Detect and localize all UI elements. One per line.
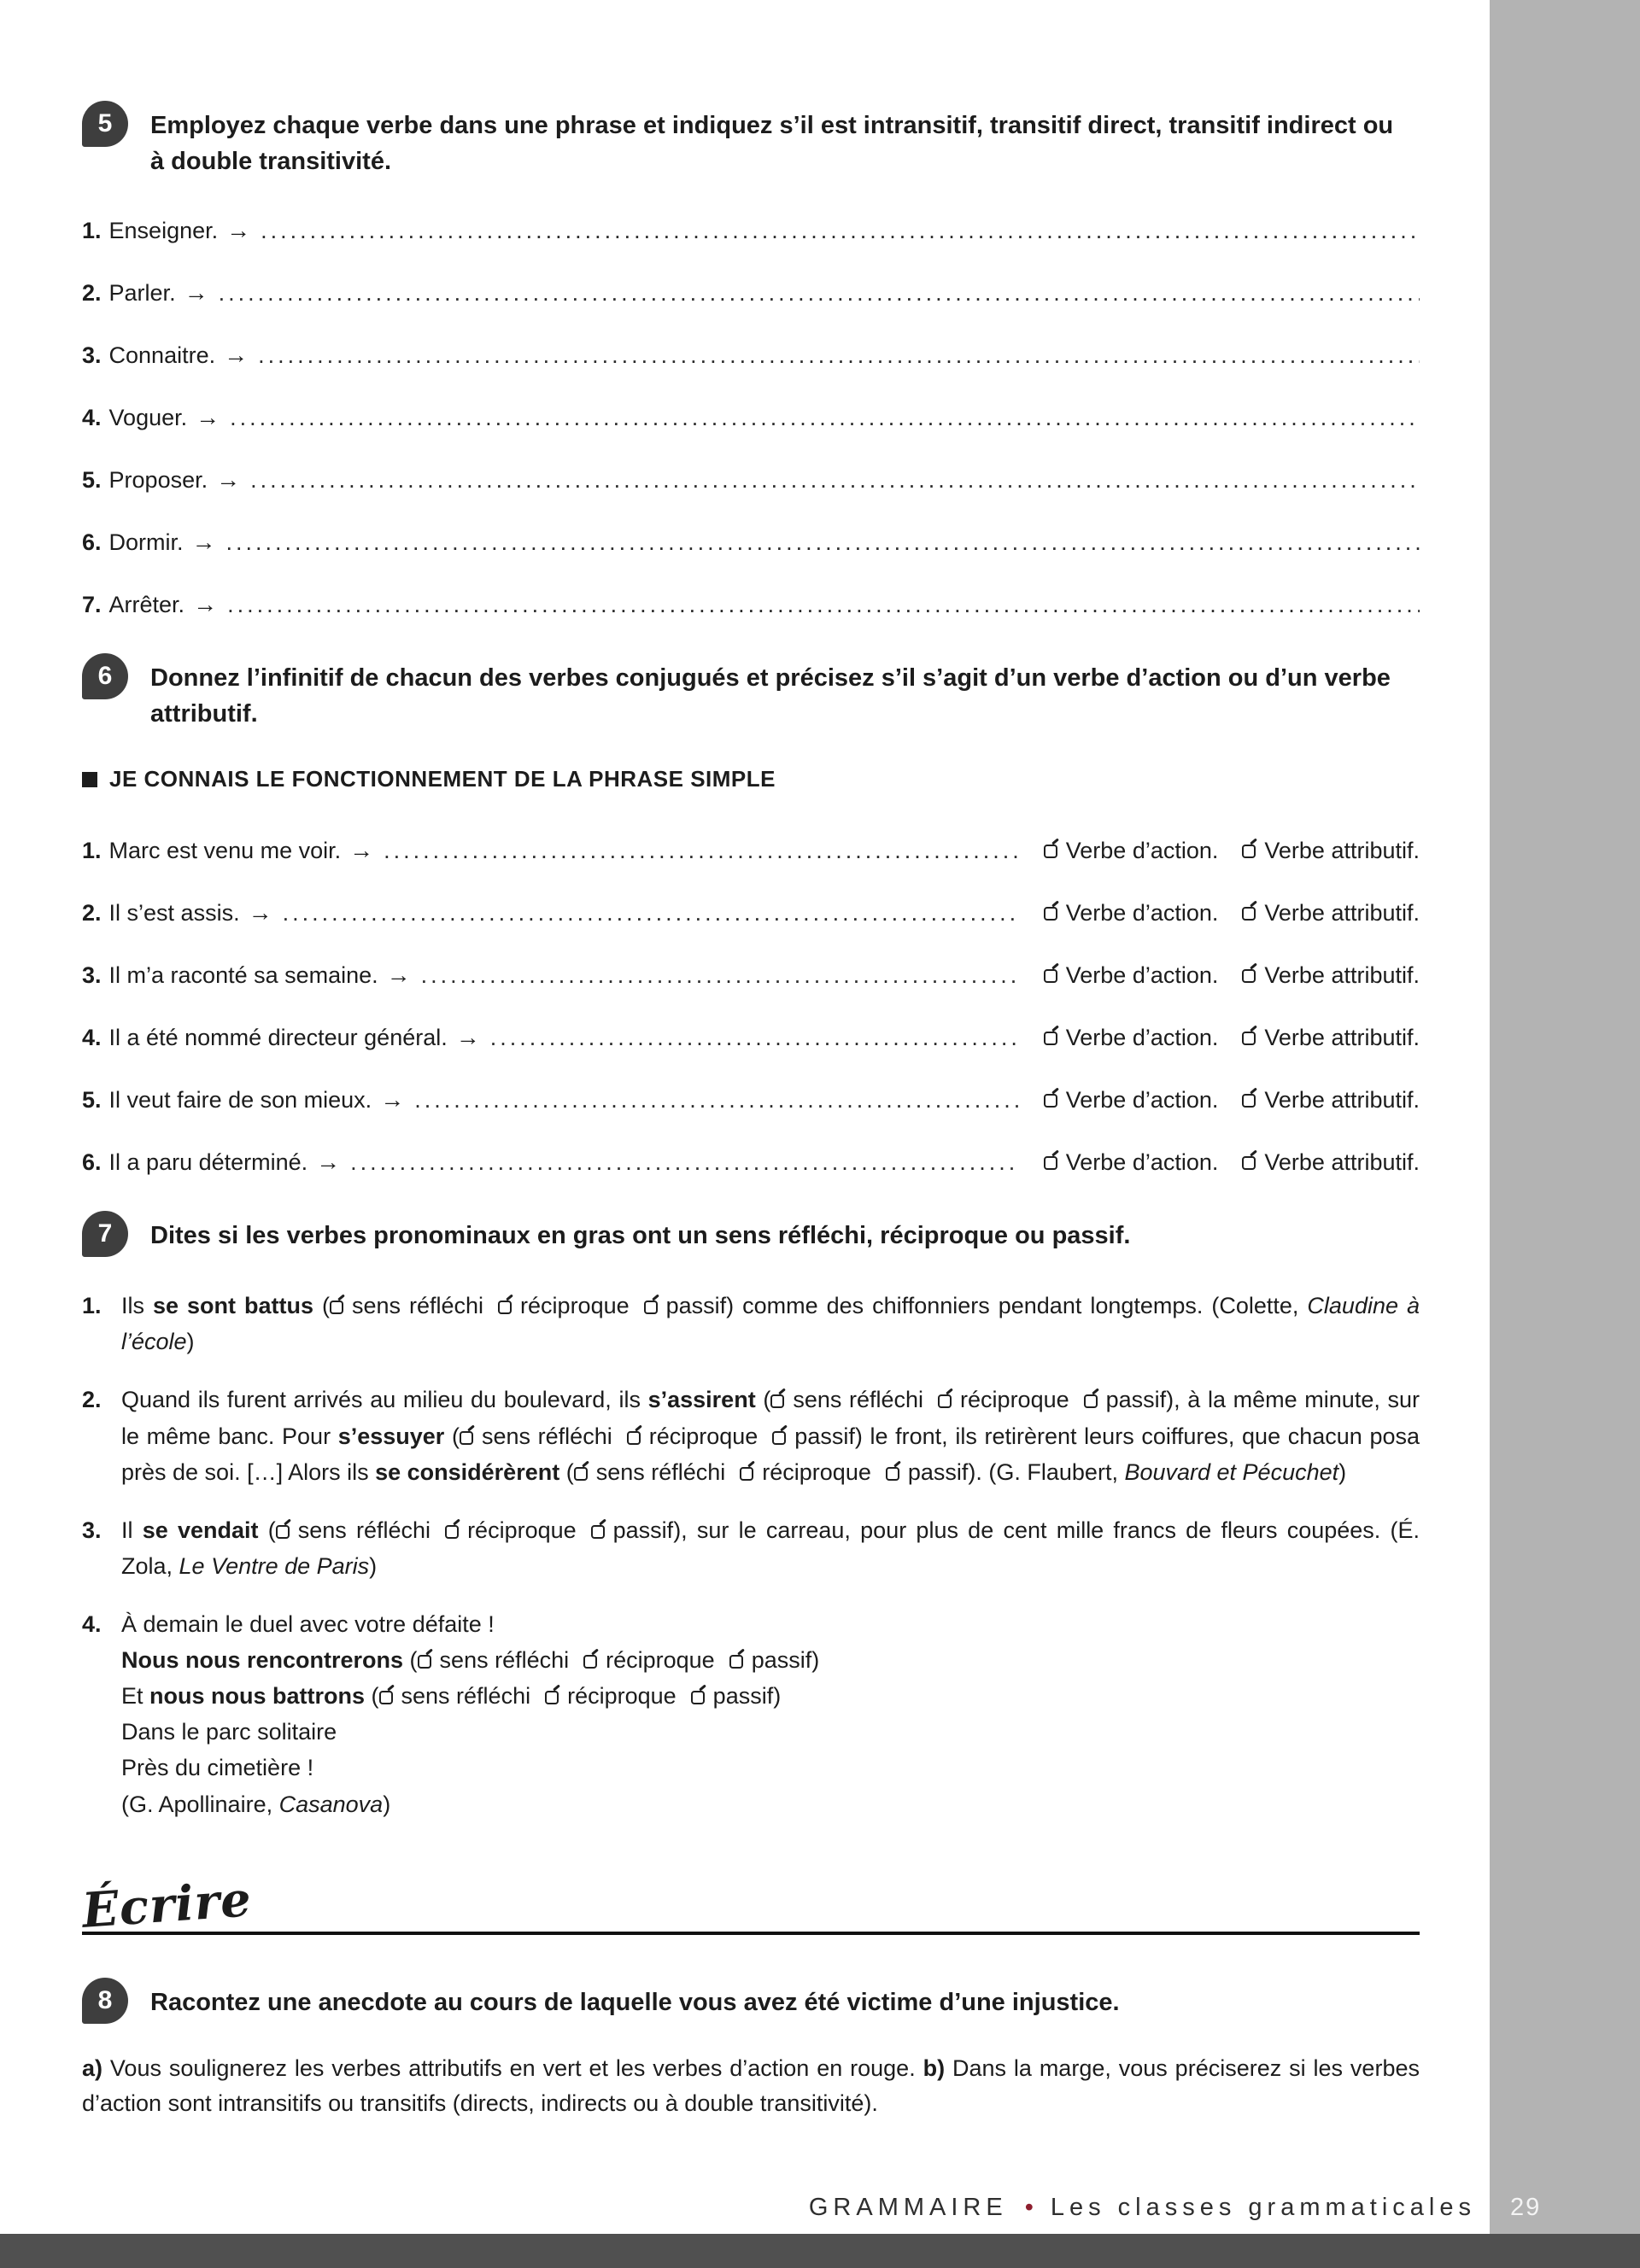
item-text: Il a paru déterminé.: [108, 1149, 308, 1176]
option-label: sens réfléchi: [595, 1458, 726, 1485]
paren-open: (: [444, 1423, 460, 1449]
item-number: 2.: [82, 1387, 102, 1413]
checkbox-options: [379, 1683, 774, 1709]
option-verbe-attributif: [1242, 962, 1420, 989]
subheading-text: JE CONNAIS LE FONCTIONNEMENT DE LA PHRASE SIMPLE: [109, 766, 776, 792]
dotted-answer-line: [283, 900, 1020, 926]
answer-options: [1044, 1025, 1420, 1051]
arrow-icon: →: [193, 591, 218, 618]
bold-verb: se considérèrent: [375, 1458, 560, 1485]
instruction-b-label: b): [922, 2055, 946, 2081]
option-label: passif: [751, 1647, 812, 1674]
section-title-script: Écrire: [79, 1870, 254, 1939]
item-number: 5.: [82, 467, 102, 494]
checkbox-icon: [460, 1431, 473, 1445]
arrow-icon: →: [316, 1149, 341, 1176]
instruction-a-label: a): [82, 2055, 103, 2081]
checkbox-icon: [418, 1655, 431, 1669]
exercise6-item: [82, 1149, 1420, 1176]
dotted-answer-line: [226, 529, 1420, 556]
option-passif: [644, 1293, 727, 1318]
bold-verb: s’essuyer: [337, 1423, 445, 1449]
dotted-answer-line: [250, 467, 1420, 494]
option-label: réciproque: [762, 1458, 871, 1485]
item-number: 2.: [82, 900, 102, 926]
option-passif: [691, 1683, 774, 1709]
item-text: ): [383, 1791, 391, 1817]
checkbox-options: [460, 1423, 855, 1449]
fill-in-line: [82, 529, 1420, 556]
checkbox-icon: [1242, 1032, 1256, 1045]
option-verbe-action: [1044, 962, 1219, 989]
item-text: ): [369, 1552, 378, 1579]
option-label: sens réfléchi: [351, 1293, 484, 1319]
knowledge-subheading: [82, 766, 1420, 792]
answer-options: [1044, 838, 1420, 864]
right-margin-band: [1490, 0, 1640, 2234]
item-text: ): [1338, 1458, 1347, 1485]
item-number: 6.: [82, 529, 102, 556]
checkbox-icon: [1044, 1156, 1057, 1170]
checkbox-icon: [886, 1467, 899, 1481]
option-verbe-attributif: [1242, 1025, 1420, 1051]
option-passif: [772, 1423, 855, 1449]
bottom-bar: [0, 2234, 1640, 2268]
square-bullet-icon: [82, 772, 97, 787]
option-passif: [591, 1517, 674, 1543]
checkbox-icon: [1044, 1094, 1057, 1108]
footer-subtitle: Les classes grammaticales: [1050, 2194, 1476, 2221]
checkbox-icon: [445, 1525, 459, 1539]
item-number: 4.: [82, 1610, 102, 1637]
option-label: réciproque: [520, 1293, 630, 1319]
item-number: 2.: [82, 280, 102, 307]
dotted-answer-line: [414, 1087, 1020, 1114]
option-label: sens réfléchi: [481, 1423, 612, 1449]
citation-title: Bouvard et Pécuchet: [1124, 1458, 1339, 1485]
arrow-icon: →: [224, 342, 249, 369]
option-label: sens réfléchi: [439, 1647, 570, 1674]
item-text: Ils: [121, 1293, 153, 1319]
checkbox-icon: [772, 1431, 786, 1445]
item-verb: Enseigner.: [108, 218, 219, 244]
checkbox-icon: [740, 1467, 753, 1481]
option-reciproque: [445, 1517, 577, 1543]
option-label: réciproque: [567, 1683, 676, 1710]
item-text: Et: [121, 1683, 150, 1710]
checkbox-icon: [691, 1691, 705, 1704]
option-label: passif: [612, 1517, 674, 1543]
option-reciproque: [498, 1293, 630, 1318]
option-label: Verbe attributif.: [1264, 1087, 1420, 1114]
option-label: Verbe attributif.: [1264, 1025, 1420, 1051]
exercise6-item: [82, 1086, 1420, 1114]
item-verb: Parler.: [108, 280, 176, 307]
fill-in-line: [82, 342, 1420, 369]
answer-options: [1044, 962, 1420, 989]
item-text: ): [186, 1329, 195, 1355]
instruction-a-text: Vous soulignerez les verbes attributifs en vert et les verbes d’action en rouge.: [102, 2055, 923, 2081]
item-number: 6.: [82, 1149, 102, 1176]
option-passif: [729, 1647, 812, 1673]
option-label: Verbe d’action.: [1065, 900, 1219, 926]
dotted-answer-line: [227, 592, 1420, 618]
bold-verb: se vendait: [142, 1517, 259, 1543]
option-label: Verbe d’action.: [1065, 1149, 1219, 1176]
checkbox-icon: [574, 1467, 588, 1481]
option-sens-reflechi: [276, 1517, 430, 1543]
bold-verb: Nous nous rencontrerons: [121, 1647, 404, 1674]
exercise-6-header: [82, 653, 1420, 732]
dotted-answer-line: [421, 962, 1020, 989]
arrow-icon: →: [216, 466, 241, 494]
item-text: ). (G. Flaubert,: [968, 1458, 1125, 1485]
checkbox-options: [574, 1459, 969, 1485]
fill-in-line: [82, 466, 1420, 494]
item-text: Marc est venu me voir.: [108, 838, 342, 864]
paren-open: (: [559, 1458, 574, 1485]
exercise-5-header: [82, 101, 1420, 179]
poem-line: [121, 1750, 1420, 1786]
option-reciproque: [938, 1387, 1069, 1412]
option-label: Verbe attributif.: [1264, 900, 1420, 926]
option-reciproque: [545, 1683, 676, 1709]
item-text: À demain le duel avec votre défaite !: [121, 1610, 495, 1637]
dotted-answer-line: [350, 1149, 1020, 1176]
dotted-answer-line: [230, 405, 1420, 431]
paren-open: (: [258, 1517, 276, 1543]
item-verb: Voguer.: [108, 405, 188, 431]
fill-in-line: [82, 591, 1420, 618]
arrow-icon: →: [386, 962, 411, 989]
checkbox-options: [418, 1647, 812, 1673]
exercise-title: Dites si les verbes pronominaux en gras ont un sens réfléchi, réciproque ou passif.: [150, 1222, 1131, 1250]
arrow-icon: →: [455, 1024, 480, 1051]
checkbox-icon: [591, 1525, 605, 1539]
exercise-8: [82, 1978, 1420, 2123]
item-number: 1.: [82, 1293, 102, 1319]
option-label: Verbe d’action.: [1065, 1025, 1219, 1051]
checkbox-icon: [627, 1431, 641, 1445]
checkbox-icon: [545, 1691, 559, 1704]
option-label: passif: [665, 1293, 727, 1319]
exercise-number-badge: 5: [82, 101, 128, 147]
option-label: passif: [794, 1423, 855, 1449]
checkbox-icon: [729, 1655, 743, 1669]
option-verbe-action: [1044, 838, 1219, 864]
bold-verb: se sont battus: [153, 1293, 313, 1319]
poem-line: [121, 1786, 1420, 1822]
checkbox-icon: [644, 1301, 658, 1314]
bold-verb: s’assirent: [647, 1387, 756, 1413]
paren-close: ): [811, 1647, 820, 1674]
arrow-icon: →: [191, 529, 216, 556]
answer-options: [1044, 900, 1420, 926]
item-verb: Dormir.: [108, 529, 184, 556]
exercise-number-badge: 6: [82, 653, 128, 699]
checkbox-icon: [276, 1525, 290, 1539]
citation-title: Casanova: [278, 1791, 384, 1817]
item-text: Près du cimetière !: [121, 1755, 314, 1781]
checkbox-icon: [1044, 969, 1057, 983]
option-label: réciproque: [648, 1423, 758, 1449]
option-sens-reflechi: [379, 1683, 531, 1709]
option-label: Verbe d’action.: [1065, 838, 1219, 864]
fill-in-line: [82, 217, 1420, 244]
arrow-icon: →: [196, 404, 220, 431]
option-label: réciproque: [606, 1647, 715, 1674]
option-label: sens réfléchi: [401, 1683, 531, 1710]
checkbox-icon: [1242, 907, 1256, 921]
checkbox-icon: [1044, 1032, 1057, 1045]
item-text: ) le front, ils retirèrent leurs coiffures, que chacun posa près de soi. […] Alors ils: [121, 1423, 1420, 1485]
checkbox-options: [330, 1293, 726, 1318]
item-verb: Connaitre.: [108, 342, 216, 369]
exercise-6: [82, 653, 1420, 1176]
dotted-answer-line: [219, 280, 1420, 307]
option-verbe-action: [1044, 1025, 1219, 1051]
exercise6-item: [82, 962, 1420, 989]
exercise7-item: [82, 1512, 1420, 1584]
checkbox-icon: [583, 1655, 597, 1669]
exercise-title: Donnez l’infinitif de chacun des verbes conjugués et précisez s’il s’agit d’un verbe d’action ou d’un verbe attributif.: [150, 664, 1391, 728]
poem-line: [121, 1714, 1420, 1750]
checkbox-options: [770, 1387, 1166, 1412]
exercise6-item: [82, 837, 1420, 864]
checkbox-icon: [1242, 1094, 1256, 1108]
option-sens-reflechi: [770, 1387, 923, 1412]
option-reciproque: [740, 1459, 871, 1485]
option-verbe-attributif: [1242, 1087, 1420, 1114]
option-verbe-attributif: [1242, 900, 1420, 926]
option-verbe-attributif: [1242, 1149, 1420, 1176]
answer-options: [1044, 1087, 1420, 1114]
option-verbe-action: [1044, 1149, 1219, 1176]
item-verb: Arrêter.: [108, 592, 185, 618]
checkbox-icon: [770, 1394, 784, 1408]
poem-line: [121, 1642, 1420, 1678]
option-label: passif: [907, 1458, 969, 1485]
checkbox-icon: [330, 1301, 343, 1314]
fill-in-line: [82, 404, 1420, 431]
footer-section: GRAMMAIRE: [808, 2194, 1008, 2221]
bold-verb: nous nous battrons: [149, 1683, 366, 1710]
option-sens-reflechi: [330, 1293, 483, 1318]
checkbox-icon: [379, 1691, 393, 1704]
answer-options: [1044, 1149, 1420, 1176]
paren-open: (: [755, 1387, 771, 1413]
citation-title: Le Ventre de Paris: [179, 1552, 370, 1579]
checkbox-icon: [1242, 969, 1256, 983]
item-text: (G. Apollinaire,: [121, 1791, 279, 1817]
page-content: [79, 101, 1420, 2122]
item-number: 7.: [82, 592, 102, 618]
item-text: Quand ils furent arrivés au milieu du boulevard, ils: [121, 1387, 648, 1413]
exercise-number-badge: 8: [82, 1978, 128, 2024]
option-label: réciproque: [467, 1517, 577, 1543]
item-text: Il veut faire de son mieux.: [108, 1087, 372, 1114]
exercise7-item: [82, 1606, 1420, 1822]
item-text: Il s’est assis.: [108, 900, 240, 926]
exercise7-item: [82, 1382, 1420, 1489]
ecrire-section-heading: [79, 1870, 1420, 1939]
option-reciproque: [583, 1647, 715, 1673]
exercise-6-items: [82, 837, 1420, 1176]
checkbox-icon: [1242, 845, 1256, 858]
exercise-5-items: [82, 217, 1420, 618]
option-label: Verbe d’action.: [1065, 1087, 1219, 1114]
page-footer: [809, 2194, 1476, 2222]
checkbox-icon: [498, 1301, 512, 1314]
item-number: 1.: [82, 838, 102, 864]
dotted-answer-line: [490, 1025, 1020, 1051]
checkbox-icon: [938, 1394, 952, 1408]
checkbox-icon: [1084, 1394, 1098, 1408]
option-verbe-action: [1044, 900, 1219, 926]
checkbox-options: [276, 1517, 673, 1543]
dotted-answer-line: [258, 342, 1420, 369]
paren-open: (: [313, 1293, 330, 1319]
option-passif: [886, 1459, 969, 1485]
item-text: ) comme des chiffonniers pendant longtemps. (Colette,: [726, 1293, 1308, 1319]
poem-line: [121, 1606, 1420, 1642]
poem-line: [121, 1678, 1420, 1714]
arrow-icon: →: [380, 1086, 405, 1114]
page-number: 29: [1510, 2194, 1542, 2221]
item-text: ), à la même minute, sur le même banc. Pour: [121, 1387, 1420, 1449]
checkbox-icon: [1044, 845, 1057, 858]
exercise-number-badge: 7: [82, 1211, 128, 1257]
checkbox-icon: [1044, 907, 1057, 921]
arrow-icon: →: [226, 217, 251, 244]
item-number: 3.: [82, 962, 102, 989]
dotted-answer-line: [261, 218, 1420, 244]
option-label: Verbe attributif.: [1264, 838, 1420, 864]
item-verb: Proposer.: [108, 467, 208, 494]
exercise-title: Racontez une anecdote au cours de laquelle vous avez été victime d’une injustice.: [150, 1988, 1120, 2016]
option-verbe-attributif: [1242, 838, 1420, 864]
exercise-title: Employez chaque verbe dans une phrase et indiquez s’il est intransitif, transitif direct, transitif indirect ou à double transitivité.: [150, 112, 1394, 176]
exercise-5: [82, 101, 1420, 618]
item-text: Il a été nommé directeur général.: [108, 1025, 448, 1051]
item-number: 1.: [82, 218, 102, 244]
dotted-answer-line: [384, 838, 1020, 864]
option-label: sens réfléchi: [793, 1387, 924, 1413]
option-sens-reflechi: [574, 1459, 726, 1485]
item-number: 4.: [82, 1025, 102, 1051]
option-reciproque: [627, 1423, 758, 1449]
exercise-8-header: [82, 1978, 1420, 2024]
paren-close: ): [773, 1683, 782, 1710]
exercise6-item: [82, 1024, 1420, 1051]
item-text: Il: [121, 1517, 143, 1543]
option-passif: [1084, 1387, 1167, 1412]
option-label: Verbe attributif.: [1264, 962, 1420, 989]
item-number: 4.: [82, 405, 102, 431]
arrow-icon: →: [184, 279, 208, 307]
option-verbe-action: [1044, 1087, 1219, 1114]
option-sens-reflechi: [418, 1647, 570, 1673]
item-number: 3.: [82, 1517, 102, 1543]
paren-open: (: [365, 1683, 379, 1710]
option-label: réciproque: [960, 1387, 1069, 1413]
option-sens-reflechi: [460, 1423, 612, 1449]
exercise6-item: [82, 899, 1420, 926]
option-label: passif: [712, 1683, 774, 1710]
item-text: ), sur le carreau, pour plus de cent mille francs de fleurs coupées. (É. Zola,: [121, 1517, 1420, 1579]
option-label: Verbe attributif.: [1264, 1149, 1420, 1176]
arrow-icon: →: [248, 899, 272, 926]
paren-open: (: [403, 1647, 418, 1674]
item-number: 3.: [82, 342, 102, 369]
exercise-7-header: [82, 1211, 1420, 1257]
bullet-icon: •: [1024, 2194, 1034, 2221]
option-label: passif: [1105, 1387, 1167, 1413]
option-label: sens réfléchi: [297, 1517, 431, 1543]
arrow-icon: →: [349, 837, 374, 864]
item-text: Dans le parc solitaire: [121, 1719, 337, 1745]
option-label: Verbe d’action.: [1065, 962, 1219, 989]
exercise-7: [82, 1211, 1420, 1821]
citation-title: Claudine à l’école: [121, 1293, 1420, 1355]
item-number: 5.: [82, 1087, 102, 1114]
checkbox-icon: [1242, 1156, 1256, 1170]
exercise8-instructions: [82, 2051, 1420, 2123]
instruction-b-text: Dans la marge, vous préciserez si les verbes d’action sont intransitifs ou transitifs (directs, indirects ou à double transitivité).: [82, 2055, 1420, 2117]
exercise7-item: [82, 1288, 1420, 1359]
fill-in-line: [82, 279, 1420, 307]
item-text: Il m’a raconté sa semaine.: [108, 962, 378, 989]
